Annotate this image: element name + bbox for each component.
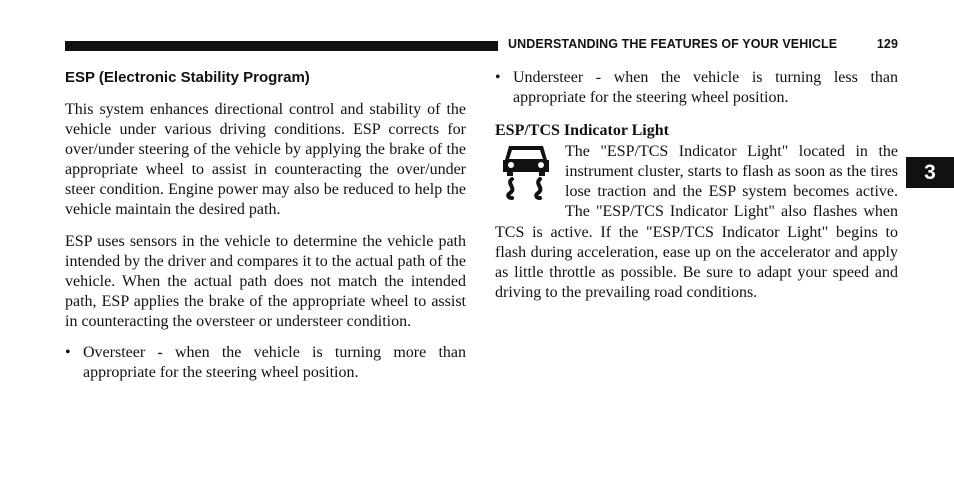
list-item <box>65 343 466 383</box>
paragraph-indicator: The "ESP/TCS Indicator Light" located in the instrument cluster, starts to flash as soon as the tires lose traction and the ESP system becomes active. The "ESP/TCS Indicator Light" also flashes when TCS is active. If the "ESP/TCS Indicator Light" begins to flash during acceleration, ease up on the accelerator and apply as little throttle as possible. Be sure to adapt your speed and driving to the prevailing road conditions. <box>495 143 898 301</box>
bullet-mark: • <box>65 344 71 362</box>
skidding-car-icon <box>495 142 557 204</box>
paragraph-esp-sensors: ESP uses sensors in the vehicle to determine the vehicle path intended by the driver and compares it to the actual path of the vehicle. When the actual path does not match the intended path, ESP applies the brake of the appropriate wheel to assist in counteracting the oversteer or understeer condition. <box>65 232 466 330</box>
bullet-text-oversteer: Oversteer - when the vehicle is turning more than appropriate for the steering wheel position. <box>83 344 466 382</box>
left-column <box>65 68 466 383</box>
chapter-title: UNDERSTANDING THE FEATURES OF YOUR VEHICLE <box>508 37 838 51</box>
list-item <box>495 68 898 108</box>
bullet-mark: • <box>495 69 501 86</box>
page-number: 129 <box>876 37 898 51</box>
indicator-title: ESP/TCS Indicator Light <box>495 122 669 140</box>
right-column <box>495 68 898 314</box>
header-rule <box>65 41 498 51</box>
section-tab: 3 <box>906 157 954 188</box>
running-header <box>508 37 898 51</box>
section-title: ESP (Electronic Stability Program) <box>65 69 310 86</box>
bullet-list <box>495 68 898 108</box>
bullet-list <box>65 343 466 383</box>
bullet-text-understeer: Understeer - when the vehicle is turning less than appropriate for the steering wheel position. <box>513 69 898 107</box>
paragraph-esp-intro: This system enhances directional control and stability of the vehicle under various driving conditions. ESP corrects for over/under steering of the vehicle by applying the brake of the appropriate wheel to assist in counteracting the over/under steer condition. Engine power may also be reduced to help the vehicle maintain the desired path. <box>65 101 466 219</box>
